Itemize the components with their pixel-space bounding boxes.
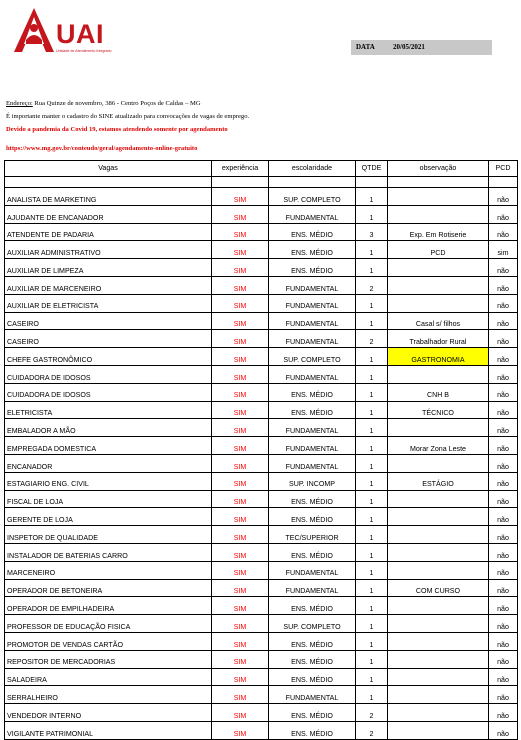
experiencia-cell: SIM [212, 597, 269, 615]
vaga-cell: INSTALADOR DE BATERIAS CARRO [5, 543, 212, 561]
vaga-cell: ATENDENTE DE PADARIA [5, 223, 212, 241]
table-row [5, 312, 518, 330]
experiencia-cell: SIM [212, 365, 269, 383]
experiencia-cell: SIM [212, 561, 269, 579]
observacao-cell [388, 632, 489, 650]
pcd-cell: não [489, 472, 518, 490]
jobs-table [4, 160, 518, 740]
experiencia-cell: SIM [212, 454, 269, 472]
observacao-cell [388, 650, 489, 668]
escolaridade-cell: ENS. MÉDIO [269, 401, 356, 419]
experiencia-cell: SIM [212, 632, 269, 650]
vaga-cell: AUXILIAR DE ELETRICISTA [5, 294, 212, 312]
experiencia-cell: SIM [212, 348, 269, 366]
experiencia-cell: SIM [212, 686, 269, 704]
observacao-cell [388, 704, 489, 722]
pcd-cell: não [489, 454, 518, 472]
table-row [5, 561, 518, 579]
qtde-cell: 1 [356, 205, 388, 223]
observacao-cell [388, 454, 489, 472]
escolaridade-cell: ENS. MÉDIO [269, 508, 356, 526]
table-row [5, 508, 518, 526]
escolaridade-cell: SUP. COMPLETO [269, 188, 356, 206]
vaga-cell: AUXILIAR ADMINISTRATIVO [5, 241, 212, 259]
escolaridade-cell: SUP. COMPLETO [269, 615, 356, 633]
escolaridade-cell: FUNDAMENTAL [269, 561, 356, 579]
qtde-cell: 1 [356, 454, 388, 472]
pcd-cell: sim [489, 241, 518, 259]
experiencia-cell: SIM [212, 508, 269, 526]
observacao-cell [388, 188, 489, 206]
pcd-cell: não [489, 561, 518, 579]
scheduling-link[interactable]: https://www.mg.gov.br/conteudo/geral/agendamento-online-gratuito [6, 145, 198, 152]
pcd-cell: não [489, 205, 518, 223]
pcd-cell: não [489, 650, 518, 668]
qtde-cell: 1 [356, 437, 388, 455]
date-value: 20/05/2021 [393, 43, 425, 51]
pcd-cell: não [489, 508, 518, 526]
table-spacer-row [5, 177, 518, 188]
vaga-cell: CASEIRO [5, 312, 212, 330]
table-row [5, 365, 518, 383]
observacao-cell [388, 543, 489, 561]
pcd-cell: não [489, 526, 518, 544]
table-row [5, 721, 518, 739]
pcd-cell: não [489, 668, 518, 686]
table-row [5, 668, 518, 686]
vaga-cell: OPERADOR DE BETONEIRA [5, 579, 212, 597]
experiencia-cell: SIM [212, 205, 269, 223]
observacao-cell: ESTÁGIO [388, 472, 489, 490]
experiencia-cell: SIM [212, 579, 269, 597]
escolaridade-cell: ENS. MÉDIO [269, 223, 356, 241]
pcd-cell: não [489, 401, 518, 419]
vaga-cell: EMPREGADA DOMESTICA [5, 437, 212, 455]
observacao-cell: Casal s/ filhos [388, 312, 489, 330]
escolaridade-cell: FUNDAMENTAL [269, 579, 356, 597]
experiencia-cell: SIM [212, 704, 269, 722]
vaga-cell: ANALISTA DE MARKETING [5, 188, 212, 206]
pcd-cell: não [489, 543, 518, 561]
vaga-cell: AUXILIAR DE MARCENEIRO [5, 276, 212, 294]
experiencia-cell: SIM [212, 490, 269, 508]
escolaridade-cell: ENS. MÉDIO [269, 632, 356, 650]
pcd-cell: não [489, 223, 518, 241]
observacao-cell [388, 259, 489, 277]
pcd-cell: não [489, 579, 518, 597]
qtde-cell: 1 [356, 526, 388, 544]
escolaridade-cell: FUNDAMENTAL [269, 437, 356, 455]
escolaridade-cell: FUNDAMENTAL [269, 454, 356, 472]
vaga-cell: REPOSITOR DE MERCADORIAS [5, 650, 212, 668]
pcd-cell: não [489, 188, 518, 206]
observacao-cell [388, 276, 489, 294]
escolaridade-cell: SUP. COMPLETO [269, 348, 356, 366]
qtde-cell: 1 [356, 615, 388, 633]
qtde-cell: 1 [356, 579, 388, 597]
pcd-cell: não [489, 615, 518, 633]
qtde-cell: 2 [356, 704, 388, 722]
table-row [5, 348, 518, 366]
observacao-cell: CNH B [388, 383, 489, 401]
date-label: DATA [356, 43, 375, 51]
vaga-cell: CUIDADORA DE IDOSOS [5, 383, 212, 401]
header-qtde: QTDE [356, 161, 388, 177]
address-text: Rua Quinze de novembro, 386 - Centro Poços de Caldas – MG [34, 100, 201, 107]
header-experiencia: experiência [212, 161, 269, 177]
table-row [5, 330, 518, 348]
vaga-cell: GERENTE DE LOJA [5, 508, 212, 526]
table-row [5, 276, 518, 294]
experiencia-cell: SIM [212, 312, 269, 330]
vaga-cell: ENCANADOR [5, 454, 212, 472]
observacao-cell [388, 561, 489, 579]
escolaridade-cell: TEC/SUPERIOR [269, 526, 356, 544]
qtde-cell: 1 [356, 686, 388, 704]
escolaridade-cell: ENS. MÉDIO [269, 650, 356, 668]
qtde-cell: 1 [356, 561, 388, 579]
pcd-cell: não [489, 490, 518, 508]
logo-brand: UAI [56, 19, 104, 49]
escolaridade-cell: ENS. MÉDIO [269, 668, 356, 686]
observacao-cell: Trabalhador Rural [388, 330, 489, 348]
vaga-cell: AUXILIAR DE LIMPEZA [5, 259, 212, 277]
qtde-cell: 2 [356, 721, 388, 739]
escolaridade-cell: ENS. MÉDIO [269, 597, 356, 615]
vaga-cell: CHEFE GASTRONÔMICO [5, 348, 212, 366]
table-row [5, 188, 518, 206]
qtde-cell: 1 [356, 419, 388, 437]
experiencia-cell: SIM [212, 223, 269, 241]
experiencia-cell: SIM [212, 330, 269, 348]
qtde-cell: 3 [356, 223, 388, 241]
vaga-cell: VIGILANTE PATRIMONIAL [5, 721, 212, 739]
vaga-cell: PROFESSOR DE EDUCAÇÃO FISICA [5, 615, 212, 633]
observacao-cell [388, 508, 489, 526]
experiencia-cell: SIM [212, 294, 269, 312]
qtde-cell: 1 [356, 294, 388, 312]
experiencia-cell: SIM [212, 650, 269, 668]
observacao-cell [388, 294, 489, 312]
experiencia-cell: SIM [212, 543, 269, 561]
table-row [5, 704, 518, 722]
escolaridade-cell: ENS. MÉDIO [269, 383, 356, 401]
vaga-cell: MARCENEIRO [5, 561, 212, 579]
experiencia-cell: SIM [212, 259, 269, 277]
vaga-cell: SALADEIRA [5, 668, 212, 686]
escolaridade-cell: FUNDAMENTAL [269, 276, 356, 294]
experiencia-cell: SIM [212, 721, 269, 739]
escolaridade-cell: ENS. MÉDIO [269, 259, 356, 277]
covid-notice: Devido a pandemia da Covid 19, estamos atendendo somente por agendamento [6, 126, 228, 133]
vaga-cell: PROMOTOR DE VENDAS CARTÃO [5, 632, 212, 650]
address-label: Endereço: [6, 100, 33, 107]
pcd-cell: não [489, 437, 518, 455]
address-line [6, 100, 201, 107]
observacao-cell [388, 668, 489, 686]
observacao-cell: PCD [388, 241, 489, 259]
experiencia-cell: SIM [212, 526, 269, 544]
vaga-cell: FISCAL DE LOJA [5, 490, 212, 508]
escolaridade-cell: FUNDAMENTAL [269, 686, 356, 704]
qtde-cell: 1 [356, 259, 388, 277]
experiencia-cell: SIM [212, 241, 269, 259]
pcd-cell: não [489, 597, 518, 615]
qtde-cell: 1 [356, 632, 388, 650]
experiencia-cell: SIM [212, 668, 269, 686]
escolaridade-cell: ENS. MÉDIO [269, 721, 356, 739]
pcd-cell: não [489, 312, 518, 330]
pcd-cell: não [489, 632, 518, 650]
table-row [5, 259, 518, 277]
vaga-cell: VENDEDOR INTERNO [5, 704, 212, 722]
escolaridade-cell: ENS. MÉDIO [269, 241, 356, 259]
table-row [5, 615, 518, 633]
date-box [351, 40, 492, 55]
table-row [5, 401, 518, 419]
observacao-cell [388, 615, 489, 633]
table-row [5, 241, 518, 259]
escolaridade-cell: FUNDAMENTAL [269, 312, 356, 330]
experiencia-cell: SIM [212, 401, 269, 419]
table-row [5, 632, 518, 650]
vaga-cell: AJUDANTE DE ENCANADOR [5, 205, 212, 223]
pcd-cell: não [489, 383, 518, 401]
experiencia-cell: SIM [212, 188, 269, 206]
table-row [5, 454, 518, 472]
table-row [5, 543, 518, 561]
vaga-cell: SERRALHEIRO [5, 686, 212, 704]
escolaridade-cell: FUNDAMENTAL [269, 365, 356, 383]
qtde-cell: 1 [356, 241, 388, 259]
qtde-cell: 2 [356, 330, 388, 348]
experiencia-cell: SIM [212, 472, 269, 490]
vaga-cell: ELETRICISTA [5, 401, 212, 419]
escolaridade-cell: FUNDAMENTAL [269, 419, 356, 437]
table-row [5, 650, 518, 668]
pcd-cell: não [489, 330, 518, 348]
observacao-cell: Morar Zona Leste [388, 437, 489, 455]
vaga-cell: CASEIRO [5, 330, 212, 348]
uai-logo-icon [12, 6, 62, 54]
table-row [5, 597, 518, 615]
escolaridade-cell: FUNDAMENTAL [269, 205, 356, 223]
qtde-cell: 1 [356, 188, 388, 206]
observacao-cell [388, 686, 489, 704]
vaga-cell: INSPETOR DE QUALIDADE [5, 526, 212, 544]
header-pcd: PCD [489, 161, 518, 177]
table-row [5, 223, 518, 241]
vaga-cell: EMBALADOR A MÃO [5, 419, 212, 437]
pcd-cell: não [489, 686, 518, 704]
escolaridade-cell: ENS. MÉDIO [269, 490, 356, 508]
experiencia-cell: SIM [212, 383, 269, 401]
vaga-cell: ESTAGIARIO ENG. CIVIL [5, 472, 212, 490]
table-row [5, 294, 518, 312]
escolaridade-cell: ENS. MÉDIO [269, 543, 356, 561]
escolaridade-cell: SUP. INCOMP [269, 472, 356, 490]
observacao-cell [388, 721, 489, 739]
qtde-cell: 1 [356, 668, 388, 686]
qtde-cell: 1 [356, 472, 388, 490]
escolaridade-cell: FUNDAMENTAL [269, 330, 356, 348]
qtde-cell: 1 [356, 383, 388, 401]
table-row [5, 205, 518, 223]
table-row [5, 383, 518, 401]
escolaridade-cell: FUNDAMENTAL [269, 294, 356, 312]
qtde-cell: 1 [356, 490, 388, 508]
observacao-cell: GASTRONOMIA [388, 348, 489, 366]
table-row [5, 419, 518, 437]
observacao-cell: COM CURSO [388, 579, 489, 597]
qtde-cell: 1 [356, 597, 388, 615]
table-row [5, 472, 518, 490]
observacao-cell [388, 597, 489, 615]
header-observacao: observação [388, 161, 489, 177]
pcd-cell: não [489, 721, 518, 739]
pcd-cell: não [489, 419, 518, 437]
pcd-cell: não [489, 348, 518, 366]
observacao-cell: Exp. Em Rotiserie [388, 223, 489, 241]
table-header-row [5, 161, 518, 177]
qtde-cell: 1 [356, 348, 388, 366]
qtde-cell: 1 [356, 543, 388, 561]
qtde-cell: 1 [356, 650, 388, 668]
experiencia-cell: SIM [212, 419, 269, 437]
pcd-cell: não [489, 365, 518, 383]
observacao-cell [388, 490, 489, 508]
table-row [5, 490, 518, 508]
sine-notice: É importante manter o cadastro do SINE atualizado para convocações de vagas de emprego. [6, 113, 250, 120]
observacao-cell [388, 526, 489, 544]
header-vagas: Vagas [5, 161, 212, 177]
pcd-cell: não [489, 259, 518, 277]
vaga-cell: OPERADOR DE EMPILHADEIRA [5, 597, 212, 615]
table-row [5, 686, 518, 704]
pcd-cell: não [489, 276, 518, 294]
experiencia-cell: SIM [212, 437, 269, 455]
qtde-cell: 1 [356, 365, 388, 383]
observacao-cell [388, 365, 489, 383]
observacao-cell [388, 419, 489, 437]
experiencia-cell: SIM [212, 276, 269, 294]
qtde-cell: 2 [356, 276, 388, 294]
pcd-cell: não [489, 704, 518, 722]
qtde-cell: 1 [356, 312, 388, 330]
logo-subtitle: Unidade de Atendimento Integrado [56, 49, 112, 53]
vaga-cell: CUIDADORA DE IDOSOS [5, 365, 212, 383]
table-row [5, 437, 518, 455]
table-row [5, 579, 518, 597]
experiencia-cell: SIM [212, 615, 269, 633]
uai-logo [12, 6, 112, 54]
header-escolaridade: escolaridade [269, 161, 356, 177]
pcd-cell: não [489, 294, 518, 312]
table-row [5, 526, 518, 544]
escolaridade-cell: ENS. MÉDIO [269, 704, 356, 722]
observacao-cell: TÉCNICO [388, 401, 489, 419]
qtde-cell: 1 [356, 508, 388, 526]
observacao-cell [388, 205, 489, 223]
qtde-cell: 1 [356, 401, 388, 419]
